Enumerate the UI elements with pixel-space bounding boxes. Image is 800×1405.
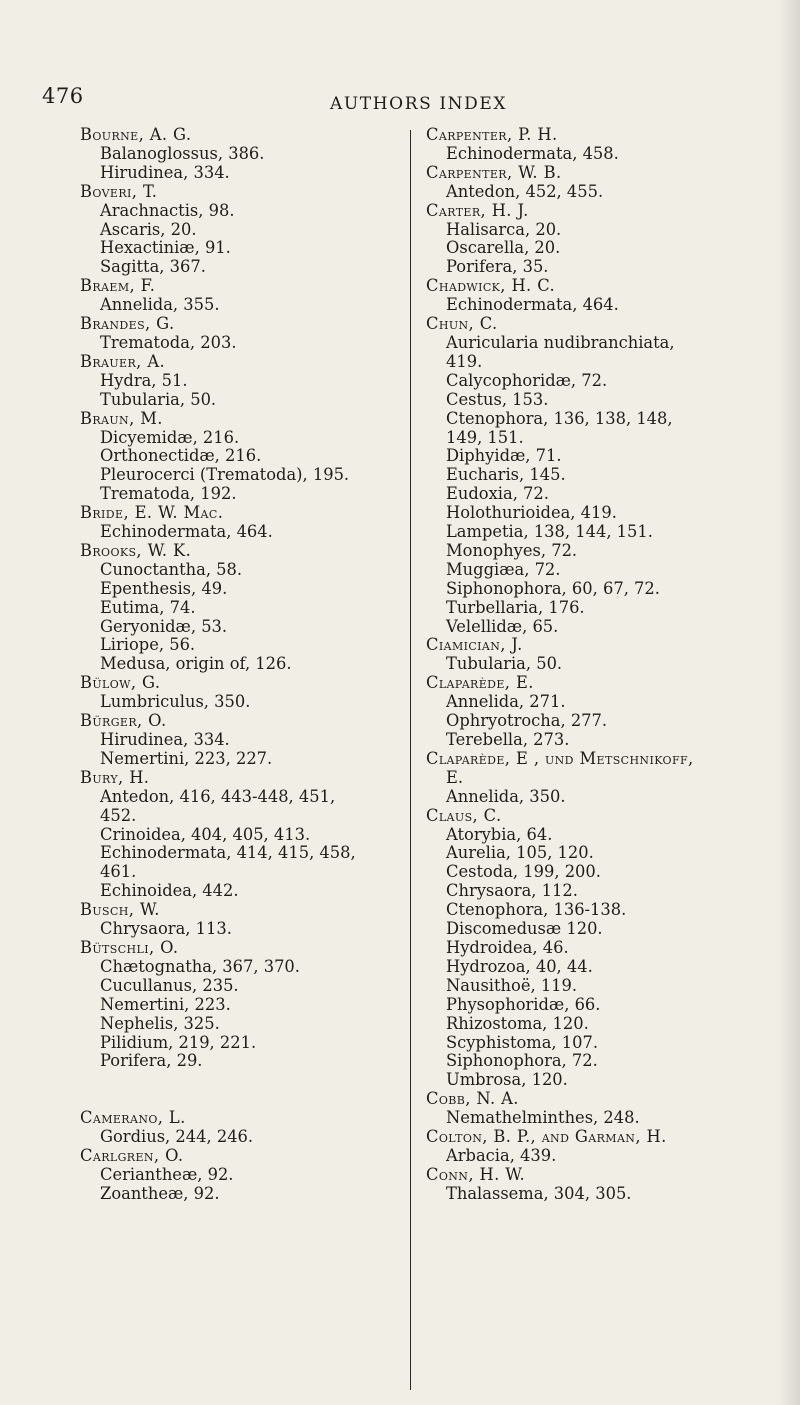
index-entry: Tubularia, 50. (446, 654, 563, 674)
index-entry: Porifera, 29. (100, 1051, 203, 1071)
index-entry: Scyphistoma, 107. (446, 1032, 599, 1052)
index-entry: Annelida, 271. (446, 692, 566, 712)
index-entry: Eudoxia, 72. (446, 484, 549, 504)
index-entry: Annelida, 350. (446, 786, 566, 806)
index-entry: Geryonidæ, 53. (100, 616, 228, 636)
column-divider (410, 130, 411, 1390)
index-entry: Nemathelminthes, 248. (446, 1108, 640, 1128)
index-author: Conn, H. W. (426, 1164, 526, 1184)
index-author: Ciamician, J. (426, 635, 523, 655)
index-entry: Cucullanus, 235. (100, 975, 239, 995)
index-entry: Trematoda, 203. (100, 332, 237, 352)
index-entry: Eutima, 74. (100, 597, 196, 617)
index-entry: Liriope, 56. (100, 635, 196, 655)
index-entry: Ophryotrocha, 277. (446, 711, 608, 731)
index-entry: Auricularia nudibranchiata, (446, 332, 675, 352)
index-entry: Ceriantheæ, 92. (100, 1165, 234, 1185)
index-author: Brauer, A. (80, 351, 166, 371)
index-author: Bourne, A. G. (80, 125, 192, 144)
index-author: Bride, E. W. Mac. (80, 503, 224, 523)
index-entry: Antedon, 416, 443-448, 451, (100, 786, 336, 806)
index-author: Braun, M. (80, 408, 163, 428)
index-entry: Medusa, origin of, 126. (100, 654, 292, 674)
index-entry: Aurelia, 105, 120. (446, 843, 594, 863)
index-entry: Discomedusæ 120. (446, 919, 603, 939)
index-author: Camerano, L. (80, 1108, 186, 1128)
index-entry: 419. (446, 351, 483, 371)
index-entry: Pleurocerci (Trematoda), 195. (100, 465, 350, 485)
index-entry: Calycophoridæ, 72. (446, 370, 608, 390)
index-entry: Ctenophora, 136-138. (446, 900, 627, 920)
index-author: Colton, B. P., and Garman, H. (426, 1127, 667, 1147)
index-author: Cobb, N. A. (426, 1089, 519, 1109)
index-entry: Echinoidea, 442. (100, 881, 239, 901)
index-entry: Trematoda, 192. (100, 484, 237, 504)
index-entry: Umbrosa, 120. (446, 1070, 568, 1090)
index-entry: Nemertini, 223. (100, 994, 231, 1014)
index-entry: Echinodermata, 464. (100, 522, 273, 542)
index-author: Carpenter, P. H. (426, 125, 558, 144)
index-entry: Cestus, 153. (446, 389, 549, 409)
index-entry: Cestoda, 199, 200. (446, 862, 601, 882)
index-entry: Lumbriculus, 350. (100, 692, 251, 712)
index-entry: Diphyidæ, 71. (446, 446, 562, 466)
index-entry: Chætognatha, 367, 370. (100, 956, 300, 976)
index-author: Claparède, E. (426, 673, 534, 693)
index-entry: Hexactiniæ, 91. (100, 238, 231, 258)
index-entry: Pilidium, 219, 221. (100, 1032, 257, 1052)
index-entry: Lampetia, 138, 144, 151. (446, 522, 653, 542)
index-entry: Holothurioidea, 419. (446, 503, 617, 523)
index-entry: Tubularia, 50. (100, 389, 217, 409)
index-entry: Nausithoë, 119. (446, 975, 578, 995)
index-entry: E. (446, 767, 464, 787)
index-entry: Antedon, 452, 455. (446, 181, 604, 201)
blank-gap (80, 1071, 410, 1090)
index-entry: Halisarca, 20. (446, 219, 562, 239)
index-author: Brooks, W. K. (80, 540, 192, 560)
right-column (426, 126, 786, 1204)
index-entry: Atorybia, 64. (446, 824, 553, 844)
index-entry: Oscarella, 20. (446, 238, 561, 258)
index-entry: Hydrozoa, 40, 44. (446, 956, 593, 976)
index-entry: Muggiæa, 72. (446, 559, 561, 579)
index-entry: Chrysaora, 112. (446, 881, 578, 901)
index-author: Boveri, T. (80, 181, 158, 201)
index-entry: Siphonophora, 72. (446, 1051, 598, 1071)
index-entry: Arachnactis, 98. (100, 200, 235, 220)
index-entry: Physophoridæ, 66. (446, 994, 601, 1014)
index-author: Bürger, O. (80, 711, 167, 731)
index-author: Bülow, G. (80, 673, 161, 693)
index-entry: 461. (100, 862, 137, 882)
index-entry: Arbacia, 439. (446, 1145, 557, 1165)
index-entry: Dicyemidæ, 216. (100, 427, 240, 447)
index-entry: Hirudinea, 334. (100, 730, 230, 749)
left-column (80, 126, 410, 1204)
index-entry: Hydroidea, 46. (446, 937, 569, 957)
index-entry: Turbellaria, 176. (446, 597, 585, 617)
index-entry: Gordius, 244, 246. (100, 1127, 254, 1147)
index-author: Claus, C. (426, 805, 502, 825)
index-entry: Velellidæ, 65. (446, 616, 559, 636)
index-author: Carpenter, W. B. (426, 162, 562, 182)
index-entry: Nephelis, 325. (100, 1013, 220, 1033)
index-entry: Echinodermata, 414, 415, 458, (100, 843, 356, 863)
index-entry: Ascaris, 20. (100, 219, 197, 239)
index-entry: Epenthesis, 49. (100, 578, 228, 598)
index-entry: Annelida, 355. (100, 295, 220, 315)
index-entry: Orthonectidæ, 216. (100, 446, 262, 466)
index-author: Busch, W. (80, 900, 160, 920)
index-entry: Monophyes, 72. (446, 540, 578, 560)
index-entry: Siphonophora, 60, 67, 72. (446, 578, 660, 598)
index-entry: Eucharis, 145. (446, 465, 566, 485)
index-entry: Sagitta, 367. (100, 257, 206, 277)
index-author: Brandes, G. (80, 314, 175, 334)
index-author: Carlgren, O. (80, 1146, 184, 1166)
running-head: AUTHORS INDEX (330, 94, 508, 114)
index-entry: Cunoctantha, 58. (100, 559, 243, 579)
index-author: Claparède, E , und Metschnikoff, (426, 748, 694, 768)
index-entry: Porifera, 35. (446, 257, 549, 277)
index-entry: 149, 151. (446, 427, 524, 447)
index-entry: Ctenophora, 136, 138, 148, (446, 408, 673, 428)
index-entry: Hirudinea, 334. (100, 162, 230, 182)
index-entry: Zoantheæ, 92. (100, 1183, 220, 1203)
index-entry: Terebella, 273. (446, 730, 570, 749)
index-author: Bütschli, O. (80, 937, 179, 957)
index-entry: 452. (100, 805, 137, 825)
index-entry: Nemertini, 223, 227. (100, 748, 273, 768)
index-entry: Balanoglossus, 386. (100, 143, 265, 163)
index-entry: Echinodermata, 464. (446, 295, 619, 315)
index-entry: Rhizostoma, 120. (446, 1013, 589, 1033)
index-entry: Crinoidea, 404, 405, 413. (100, 824, 311, 844)
index-entry: Thalassema, 304, 305. (446, 1183, 632, 1203)
index-author: Chun, C. (426, 314, 498, 334)
index-entry: Hydra, 51. (100, 370, 188, 390)
blank-gap (80, 1090, 410, 1109)
index-author: Chadwick, H. C. (426, 276, 556, 296)
index-author: Carter, H. J. (426, 200, 529, 220)
index-entry: Chrysaora, 113. (100, 919, 232, 939)
index-author: Bury, H. (80, 767, 150, 787)
index-entry: Echinodermata, 458. (446, 143, 619, 163)
page-number: 476 (42, 84, 84, 108)
index-author: Braem, F. (80, 276, 156, 296)
